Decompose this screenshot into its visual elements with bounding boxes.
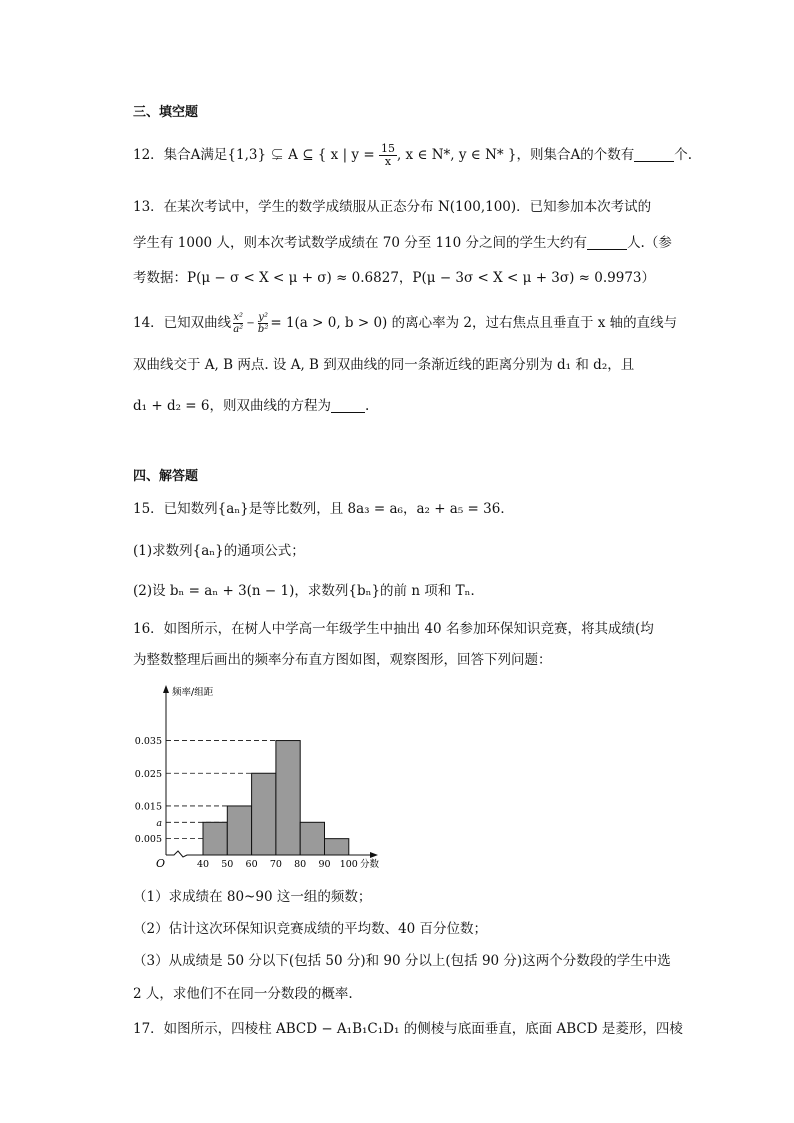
histogram-bar bbox=[300, 822, 324, 855]
section-4-heading: 四、解答题 bbox=[133, 469, 199, 484]
origin-label: O bbox=[156, 857, 166, 870]
q14-hyperbola-formula: $\frac{\text{x²}}{\text{a²}}$ − $\frac{\text{y²}}{\text{b²}}$ bbox=[233, 312, 269, 335]
question-16-line-2: 为整数整理后画出的频率分布直方图如图，观察图形，回答下列问题： bbox=[133, 652, 552, 668]
q14-text-1b: = 1(a > 0, b > 0) 的离心率为 2，过右焦点且垂直于 x 轴的直线与 bbox=[270, 315, 678, 331]
question-16-part-2: （2）估计这次环保知识竞赛成绩的平均数、40 百分位数； bbox=[133, 921, 488, 937]
question-13-line-3: 考数据：P(μ − σ < X < μ + σ) ≈ 0.6827，P(μ − 3σ < X < μ + 3σ) ≈ 0.9973） bbox=[133, 270, 656, 286]
histogram-bar bbox=[227, 806, 251, 855]
q12-text-1: 12．集合A满足{1,3} ⊊ A ⊆ { x | y = bbox=[133, 147, 379, 163]
question-16-part-3: （3）从成绩是 50 分以下(包括 50 分)和 90 分以上(包括 90 分)这两个分数段的学生中选 bbox=[133, 953, 671, 969]
q14-text-3b: . bbox=[364, 398, 370, 414]
x-tick-label: 60 bbox=[245, 859, 258, 870]
y-axis-arrow bbox=[163, 685, 169, 693]
y-squared: y² bbox=[258, 312, 268, 323]
question-14-line-3 bbox=[133, 396, 369, 416]
x-squared: x² bbox=[233, 312, 243, 323]
histogram-bar bbox=[276, 741, 300, 855]
b-squared: b² bbox=[257, 324, 269, 335]
x-tick-label: 90 bbox=[318, 859, 331, 870]
y-tick-label: 0.035 bbox=[134, 736, 162, 748]
a-squared: a² bbox=[233, 324, 244, 335]
y-tick-label: 0.025 bbox=[134, 768, 162, 780]
y-tick-label: a bbox=[156, 817, 162, 829]
q13-text-2a: 学生有 1000 人，则本次考试数学成绩在 70 分至 110 分之间的学生大约有 bbox=[133, 235, 588, 251]
q14-answer-blank[interactable] bbox=[331, 397, 365, 413]
frequency-histogram bbox=[130, 680, 390, 875]
q13-answer-blank[interactable] bbox=[587, 234, 627, 250]
x-tick-label: 50 bbox=[221, 859, 234, 870]
q13-text-2b: 人.（参 bbox=[627, 235, 672, 251]
question-15-part-1: (1)求数列{aₙ}的通项公式； bbox=[133, 543, 305, 559]
q14-text-1a: 14．已知双曲线 bbox=[133, 315, 232, 331]
x-tick-label: 80 bbox=[294, 859, 307, 870]
hyperbola-y-term bbox=[258, 312, 268, 335]
section-3-heading: 三、填空题 bbox=[133, 105, 199, 120]
q12-text-2: , x ∈ N*, y ∈ N* }，则集合A的个数有 bbox=[396, 147, 635, 163]
histogram-bar bbox=[203, 822, 227, 855]
question-14-line-2: 双曲线交于 A, B 两点. 设 A, B 到双曲线的同一条渐近线的距离分别为 d₁ 和 d₂，且 bbox=[133, 357, 635, 373]
question-14-line-1 bbox=[133, 312, 677, 335]
question-13-line-2 bbox=[133, 233, 672, 253]
y-axis-label: 频率/组距 bbox=[172, 687, 214, 698]
x-tick-label: 70 bbox=[269, 859, 282, 870]
q14-text-3a: d₁ + d₂ = 6，则双曲线的方程为 bbox=[133, 398, 331, 414]
question-15-part-2: (2)设 bₙ = aₙ + 3(n − 1)，求数列{bₙ}的前 n 项和 Tₙ． bbox=[133, 583, 484, 599]
question-15-line-1: 15．已知数列{aₙ}是等比数列，且 8a₃ = a₆，a₂ + a₅ = 36． bbox=[133, 501, 514, 517]
q12-answer-blank[interactable] bbox=[634, 146, 674, 162]
q12-frac-num: 15 bbox=[380, 142, 395, 155]
x-axis-label: 分数 bbox=[360, 859, 380, 870]
q12-frac-den: x bbox=[384, 155, 392, 168]
x-axis-arrow bbox=[370, 852, 378, 858]
question-13-line-1: 13．在某次考试中，学生的数学成绩服从正态分布 N(100,100)．已知参加本次考试的 bbox=[133, 199, 652, 215]
histogram-bar bbox=[325, 839, 349, 855]
x-tick-label: 100 bbox=[339, 859, 358, 870]
question-12 bbox=[133, 143, 692, 168]
q12-text-3: 个. bbox=[674, 147, 693, 163]
x-tick-label: 40 bbox=[196, 859, 210, 870]
question-16-part-1: （1）求成绩在 80~90 这一组的频数； bbox=[133, 889, 372, 905]
question-16-line-1: 16．如图所示，在树人中学高一年级学生中抽出 40 名参加环保知识竞赛，将其成绩(均 bbox=[133, 621, 654, 637]
question-16-part-4: 2 人，求他们不在同一分数段的概率. bbox=[133, 986, 353, 1002]
q12-fraction bbox=[379, 143, 397, 168]
hyperbola-x-term bbox=[233, 312, 243, 335]
histogram-bar bbox=[252, 773, 276, 855]
y-tick-label: 0.005 bbox=[134, 834, 162, 846]
question-17-line-1: 17．如图所示，四棱柱 ABCD − A₁B₁C₁D₁ 的侧棱与底面垂直，底面 ABCD 是菱形，四棱 bbox=[133, 1021, 683, 1037]
y-tick-label: 0.015 bbox=[134, 801, 162, 813]
